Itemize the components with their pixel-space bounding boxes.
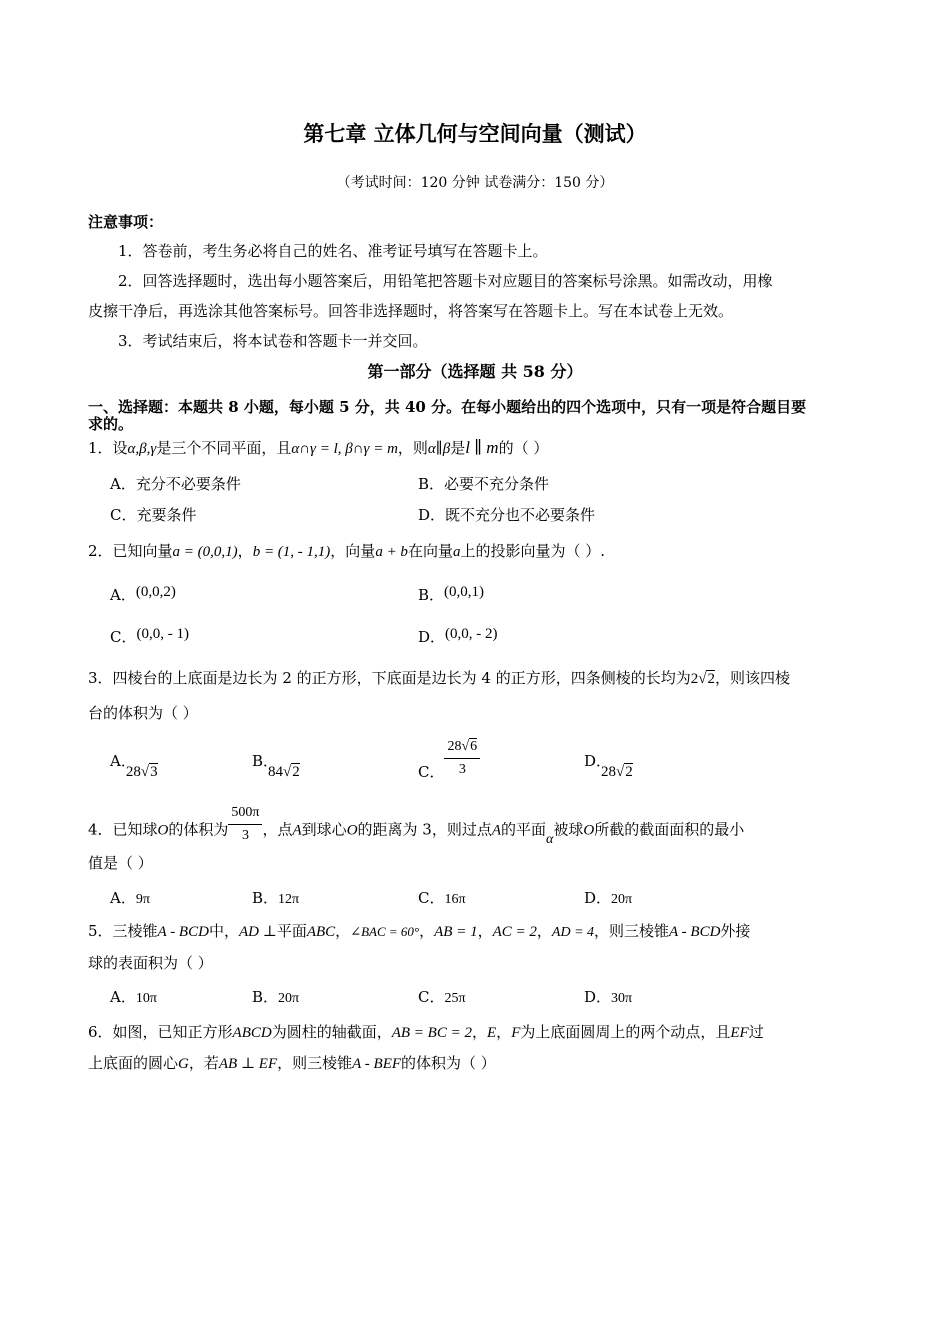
q5-option-b-value: 20π: [278, 991, 300, 1006]
q1-text: 是三个不同平面，且: [156, 439, 292, 457]
q4-option-c[interactable]: [418, 887, 466, 911]
q6-text: ，: [471, 1023, 487, 1041]
q5-ab: AB = 1: [434, 924, 478, 940]
exam-info: （考试时间：120 分钟 试卷满分：150 分）: [336, 175, 614, 191]
q6-text: 6．如图，已知正方形: [88, 1023, 233, 1041]
question-3-stem-line2: 台的体积为（ ）: [88, 704, 198, 722]
q5-text: ，: [419, 922, 435, 940]
q3-option-c-fraction: [444, 736, 480, 781]
q2-option-a[interactable]: [110, 584, 176, 607]
q6-text: 为上底面圆周上的两个动点，且: [520, 1023, 731, 1041]
sqrt-icon: √: [616, 764, 625, 780]
q3-option-d-radicand: 2: [625, 764, 633, 780]
q5-option-d-value: 30π: [611, 991, 633, 1006]
q5-tetrahedron: A - BCD: [157, 924, 209, 940]
q6-perp: AB ⊥ EF: [218, 1056, 278, 1072]
question-6-stem-line1: [88, 1021, 868, 1044]
q6-point-e: E: [487, 1025, 497, 1041]
q2-option-d-value: (0,0, - 2): [445, 626, 498, 642]
q4-text: 被球: [553, 820, 584, 839]
q4-volume-numerator: 500π: [228, 802, 262, 825]
q4-option-c-value: 16π: [444, 892, 466, 907]
q6-square: ABCD: [232, 1025, 272, 1041]
note-3: 3．考试结束后，将本试卷和答题卡一并交回。: [118, 332, 428, 350]
q3-option-b[interactable]: [252, 750, 310, 780]
question-5-stem-line2: 球的表面积为（ ）: [88, 954, 213, 972]
question-5-stem-line1: [88, 920, 868, 944]
q3-option-a-coef: 28: [125, 764, 141, 780]
q1-condition: α∩γ = l, β∩γ = m: [291, 441, 398, 457]
page-title: 第七章 立体几何与空间向量（测试）: [303, 121, 647, 146]
q4-option-d-label: D．: [584, 889, 612, 907]
q3-option-c-numerator: [444, 736, 480, 759]
q2-option-c-label: C．: [110, 628, 137, 646]
q2-option-a-value: (0,0,2): [135, 584, 176, 600]
q4-sphere: O: [157, 822, 169, 839]
q1-conclusion: l ∥ m: [465, 438, 499, 457]
q1-option-c[interactable]: C．充要条件: [110, 506, 197, 524]
q2-option-d-label: D．: [418, 628, 446, 646]
q5-text: 外接: [720, 922, 751, 940]
q2-vector-b: b = (1, - 1,1): [252, 544, 331, 560]
q5-text: ，: [335, 922, 351, 940]
q3-option-d-coef: 28: [601, 764, 617, 780]
q2-option-c-value: (0,0, - 1): [136, 626, 189, 642]
q6-text: 的体积为（ ）: [401, 1054, 496, 1072]
q4-option-a-value: 9π: [135, 892, 150, 907]
q6-text: 过: [748, 1023, 764, 1041]
q6-text: ，则三棱锥: [277, 1054, 353, 1072]
question-3-stem-line1: [88, 667, 868, 690]
q6-text: ，若: [188, 1054, 219, 1072]
q4-option-b[interactable]: [252, 887, 299, 911]
q1-option-d[interactable]: D．既不充分也不必要条件: [418, 506, 596, 524]
q4-volume-denominator: 3: [241, 828, 249, 843]
q5-option-b-label: B．: [252, 988, 279, 1006]
q2-sum: a + b: [375, 544, 408, 560]
q4-text: 的体积为: [168, 820, 229, 839]
sqrt-icon: √: [140, 764, 150, 780]
question-4-stem-line2: 值是（ ）: [88, 854, 153, 872]
q1-text: 是: [450, 439, 466, 457]
q5-option-c-label: C．: [418, 988, 445, 1006]
q2-option-b[interactable]: [418, 584, 484, 607]
q6-tetrahedron: A - BEF: [352, 1056, 402, 1072]
note-1: 1．答卷前，考生务必将自己的姓名、准考证号填写在答题卡上。: [118, 242, 548, 260]
note-2-line1: 2．回答选择题时，选出每小题答案后，用铅笔把答题卡对应题目的答案标号涂黑。如需改动，用橡: [118, 272, 773, 290]
q2-option-b-label: B．: [418, 586, 445, 604]
q4-text: ，点: [262, 820, 293, 839]
sqrt-icon: √: [461, 739, 470, 754]
q4-option-b-value: 12π: [278, 892, 300, 907]
q2-text: ，: [237, 542, 253, 560]
q4-option-d-value: 20π: [611, 892, 633, 907]
q1-option-a[interactable]: A．充分不必要条件: [110, 475, 241, 493]
sqrt-icon: √: [283, 764, 292, 780]
q3-option-d[interactable]: [584, 750, 643, 780]
q3-option-c-denominator: 3: [458, 762, 466, 777]
q3-edge-coef: 2: [690, 671, 699, 687]
q3-option-c-label: C．: [418, 762, 445, 781]
q3-text: ，则该四棱: [714, 669, 790, 687]
part1-instructions-line2: 求的。: [88, 415, 134, 433]
q4-option-d[interactable]: [584, 887, 632, 911]
q2-option-d[interactable]: [418, 626, 498, 649]
q4-option-a-label: A．: [110, 889, 136, 907]
q6-point-f: F: [511, 1025, 521, 1041]
q5-option-c-value: 25π: [444, 991, 466, 1006]
part1-instructions-line1: 一、选择题：本题共 8 小题，每小题 5 分，共 40 分。在每小题给出的四个选项中，只有一项是符合题目要: [88, 398, 807, 416]
q3-option-b-coef: 84: [268, 764, 284, 780]
q5-ad: AD = 4: [551, 925, 595, 940]
q5-plane: ABC: [306, 924, 336, 940]
q2-a: a: [452, 544, 461, 560]
q6-text: 上底面的圆心: [88, 1054, 179, 1072]
q1-premise: α∥β: [427, 441, 451, 457]
note-2-line2: 皮擦干净后，再选涂其他答案标号。回答非选择题时，将答案写在答题卡上。写在本试卷上无效。: [88, 302, 734, 320]
q6-text: ，: [496, 1023, 512, 1041]
q3-option-d-value: [601, 764, 633, 780]
q1-text: 的（ ）: [498, 439, 549, 457]
q5-text: 中，: [208, 922, 239, 940]
q5-text: ，: [477, 922, 493, 940]
q5-option-c[interactable]: [418, 986, 466, 1010]
q3-text: 3．四棱台的上底面是边长为 2 的正方形，下底面是边长为 4 的正方形，四条侧棱的长均为: [88, 669, 691, 687]
q3-option-a-radicand: 3: [150, 764, 158, 780]
q4-option-c-label: C．: [418, 889, 445, 907]
q1-option-b[interactable]: B．必要不充分条件: [418, 475, 550, 493]
q4-text: 所截的截面面积的最小: [594, 820, 745, 839]
q2-vector-a: a = (0,0,1): [172, 544, 238, 560]
q4-text: 的距离为 3，则过点: [357, 820, 492, 839]
q4-text: 到球心: [301, 820, 347, 839]
q1-text: ，则: [397, 439, 428, 457]
q2-option-b-value: (0,0,1): [444, 584, 485, 600]
q5-tetrahedron: A - BCD: [669, 924, 721, 940]
q6-equation: AB = BC = 2: [391, 1025, 472, 1041]
q3-edge-radicand: 2: [707, 671, 715, 687]
q1-planes: α,β,γ: [127, 441, 157, 457]
q3-option-a-label: A．: [110, 752, 136, 770]
q2-text: 在向量: [407, 542, 453, 560]
q6-chord: EF: [730, 1025, 749, 1041]
q5-text: 平面: [276, 922, 307, 940]
q5-option-a-label: A．: [110, 988, 136, 1006]
q5-text: 5．三棱锥: [88, 922, 158, 940]
q3-option-b-label: B．: [252, 752, 279, 770]
q5-text: ，则三棱锥: [594, 922, 670, 940]
q5-option-b[interactable]: [252, 986, 299, 1010]
q5-perp: AD ⊥: [238, 924, 277, 940]
q3-option-c[interactable]: [418, 736, 480, 781]
q3-option-c-num-coef: 28: [447, 739, 462, 754]
q4-point: A: [491, 822, 502, 839]
q5-angle: ∠BAC = 60°: [350, 924, 420, 939]
q3-option-b-radicand: 2: [292, 764, 300, 780]
q5-option-d-label: D．: [584, 988, 612, 1006]
q2-text: 2．已知向量: [88, 542, 173, 560]
q4-plane: α: [546, 831, 554, 847]
q3-option-d-label: D．: [584, 752, 612, 770]
q4-option-a[interactable]: [110, 887, 150, 911]
notes-heading: 注意事项：: [88, 213, 164, 231]
q5-option-a[interactable]: [110, 986, 157, 1010]
q6-text: 为圆柱的轴截面，: [271, 1023, 392, 1041]
sqrt-icon: √: [698, 671, 707, 687]
question-1-stem: [88, 437, 868, 460]
q4-text: 的平面: [501, 820, 547, 839]
q4-point: A: [292, 822, 302, 839]
part1-title: 第一部分（选择题 共 58 分）: [367, 362, 583, 381]
question-6-stem-line2: [88, 1052, 868, 1075]
q4-sphere: O: [583, 822, 595, 839]
q6-center: G: [178, 1056, 189, 1072]
q4-option-b-label: B．: [252, 889, 279, 907]
q1-text: 1．设: [88, 439, 128, 457]
q3-option-a-value: [126, 764, 158, 780]
q2-text: ，向量: [330, 542, 376, 560]
q2-option-a-label: A．: [110, 586, 136, 604]
q4-center: O: [346, 822, 358, 839]
q4-text: 4．已知球: [88, 820, 158, 839]
q3-option-c-num-radicand: 6: [470, 739, 478, 754]
q5-text: ，: [536, 922, 552, 940]
q4-volume-fraction: [228, 802, 262, 847]
q5-ac: AC = 2: [492, 924, 537, 940]
question-2-stem: [88, 540, 868, 563]
q3-option-b-value: [268, 764, 300, 780]
question-4-stem-line1: [88, 805, 868, 853]
q2-text: 上的投影向量为（ ）.: [460, 542, 605, 560]
q2-option-c[interactable]: [110, 626, 189, 649]
q5-option-a-value: 10π: [135, 991, 157, 1006]
q3-option-a[interactable]: [110, 750, 168, 780]
q5-option-d[interactable]: [584, 986, 632, 1010]
